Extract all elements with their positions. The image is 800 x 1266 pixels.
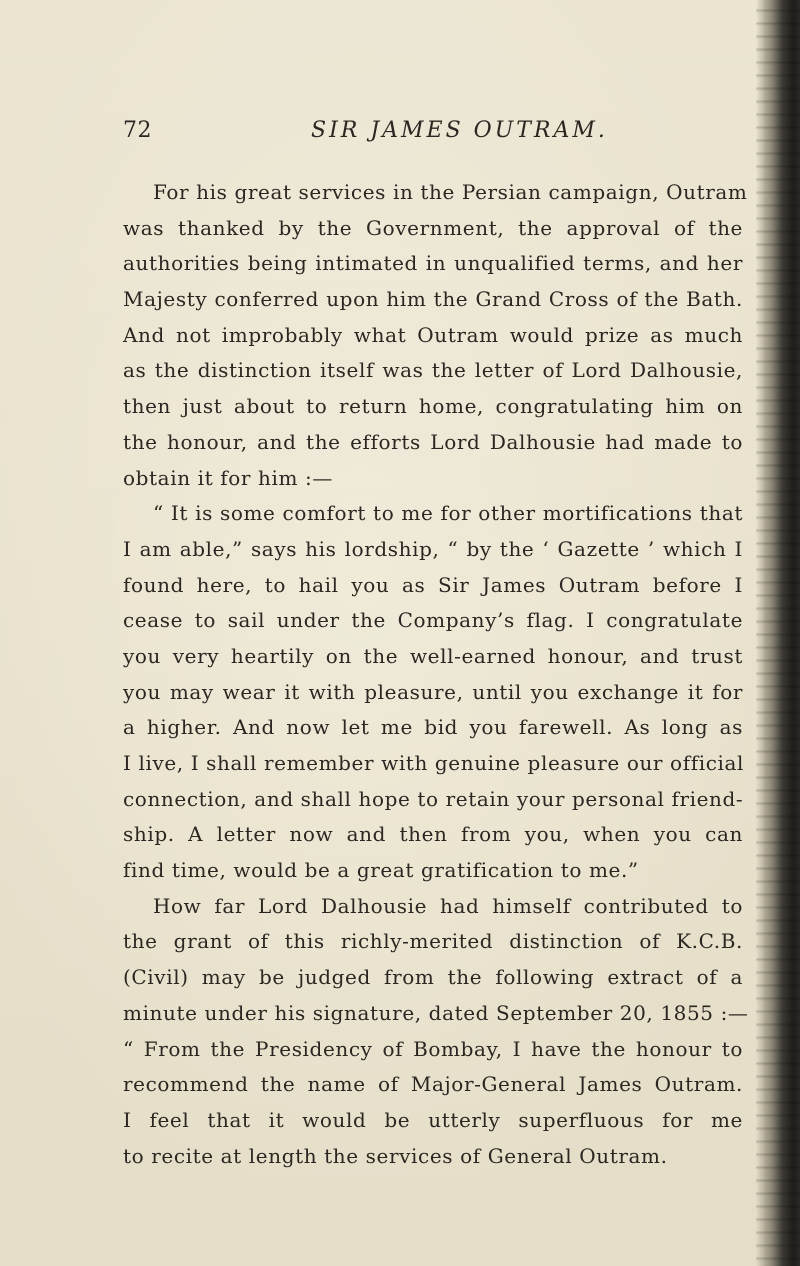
text-line: authorities being intimated in unqualified terms, and her [123, 251, 743, 276]
text-line: connection, and shall hope to retain your personal friend- [123, 786, 744, 811]
text-line: Majesty conferred upon him the Grand Cross of the Bath. [123, 287, 743, 312]
text-line: How far Lord Dalhousie had himself contributed to [153, 893, 743, 918]
running-head: SIR JAMES OUTRAM. [311, 118, 608, 143]
text-line: I feel that it would be utterly superfluous for me [123, 1107, 743, 1132]
body-text [123, 175, 749, 1174]
text-line: I am able,” says his lordship, “ by the ‘ Gazette ’ which I [123, 536, 743, 561]
text-line: “ It is some comfort to me for other mortifications that [153, 501, 743, 526]
text-line: find time, would be a great gratification to me.” [123, 858, 639, 883]
text-line: as the distinction itself was the letter of Lord Dalhousie, [123, 358, 743, 383]
text-line: minute under his signature, dated September 20, 1855 :— [123, 1000, 749, 1025]
text-line: you may wear it with pleasure, until you exchange it for [123, 679, 743, 704]
text-line: was thanked by the Government, the approval of the [123, 215, 743, 240]
text-line: I live, I shall remember with genuine pleasure our official [123, 751, 745, 775]
text-line: found here, to hail you as Sir James Outram before I [123, 572, 743, 597]
page-number: 72 [123, 118, 152, 143]
text-line: a higher. And now let me bid you farewell. As long as [123, 715, 743, 740]
text-line: then just about to return home, congratulating him on [123, 394, 743, 419]
book-spine-edge [756, 0, 800, 1266]
text-line: For his great services in the Persian campaign, Outram [153, 180, 748, 204]
text-line: ship. A letter now and then from you, when you can [123, 822, 743, 847]
text-line: the grant of this richly-merited distinction of K.C.B. [123, 929, 743, 954]
text-line: cease to sail under the Company’s flag. I congratulate [123, 608, 743, 633]
text-line: (Civil) may be judged from the following extract of a [123, 965, 743, 990]
page-header [123, 118, 763, 154]
text-line: to recite at length the services of General Outram. [123, 1143, 668, 1168]
text-line: “ From the Presidency of Bombay, I have the honour to [123, 1036, 743, 1061]
text-line: obtain it for him :— [123, 465, 333, 490]
text-line: you very heartily on the well-earned honour, and trust [123, 643, 743, 668]
text-line: And not improbably what Outram would prize as much [123, 322, 743, 347]
text-line: the honour, and the efforts Lord Dalhousie had made to [123, 429, 743, 454]
text-line: recommend the name of Major-General James Outram. [123, 1072, 743, 1097]
